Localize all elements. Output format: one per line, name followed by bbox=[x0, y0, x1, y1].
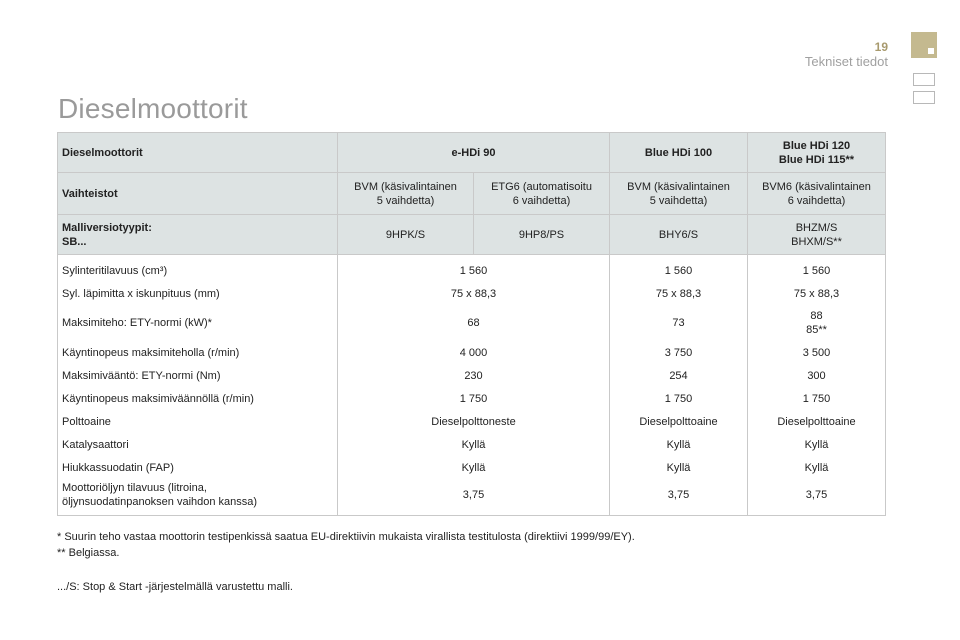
table-cell: 1 750 bbox=[610, 387, 748, 410]
row-label: Maksimivääntö: ETY-normi (Nm) bbox=[58, 364, 338, 387]
table-row bbox=[58, 387, 886, 410]
footnote-2: ** Belgiassa. bbox=[57, 547, 120, 559]
table-cell: 1 560 bbox=[748, 255, 886, 283]
section-tab-active[interactable] bbox=[911, 32, 937, 58]
row-label: Käyntinopeus maksimiteholla (r/min) bbox=[58, 341, 338, 364]
table-row bbox=[58, 282, 886, 305]
section-tab[interactable] bbox=[913, 91, 935, 104]
table-cell: BVM (käsivalintainen 5 vaihdetta) bbox=[610, 173, 748, 215]
header-cell: Blue HDi 100 bbox=[610, 133, 748, 173]
table-cell: BVM (käsivalintainen 5 vaihdetta) bbox=[338, 173, 474, 215]
row-label: Moottoriöljyn tilavuus (litroina, öljynsuodatinpanoksen vaihdon kanssa) bbox=[58, 479, 338, 516]
table-row bbox=[58, 456, 886, 479]
table-cell: 9HP8/PS bbox=[474, 215, 610, 255]
table-cell: 254 bbox=[610, 364, 748, 387]
row-label: Sylinteritilavuus (cm³) bbox=[58, 255, 338, 283]
table-cell: Kyllä bbox=[748, 433, 886, 456]
table-cell: 68 bbox=[338, 305, 610, 341]
table-cell: 3,75 bbox=[338, 479, 610, 516]
spec-table-header bbox=[58, 133, 886, 255]
table-cell: Dieselpolttoaine bbox=[610, 410, 748, 433]
table-cell: 75 x 88,3 bbox=[748, 282, 886, 305]
footnote-3: .../S: Stop & Start -järjestelmällä varustettu malli. bbox=[57, 581, 293, 593]
table-row bbox=[58, 255, 886, 283]
spec-table bbox=[57, 132, 886, 516]
page-number: 19 bbox=[874, 40, 888, 54]
table-cell: 9HPK/S bbox=[338, 215, 474, 255]
table-cell: 88 85** bbox=[748, 305, 886, 341]
table-cell: Kyllä bbox=[610, 433, 748, 456]
table-cell: 73 bbox=[610, 305, 748, 341]
header-cell: Blue HDi 120 Blue HDi 115** bbox=[748, 133, 886, 173]
page-title: Dieselmoottorit bbox=[58, 93, 248, 124]
row-label: Katalysaattori bbox=[58, 433, 338, 456]
header-cell: Dieselmoottorit bbox=[58, 133, 338, 173]
table-row bbox=[58, 433, 886, 456]
table-row bbox=[58, 364, 886, 387]
table-row bbox=[58, 410, 886, 433]
header-cell: e-HDi 90 bbox=[338, 133, 610, 173]
spec-table-body bbox=[58, 255, 886, 516]
row-label: Hiukkassuodatin (FAP) bbox=[58, 456, 338, 479]
table-cell: 1 750 bbox=[748, 387, 886, 410]
table-cell: 3,75 bbox=[748, 479, 886, 516]
table-row bbox=[58, 341, 886, 364]
row-label: Syl. läpimitta x iskunpituus (mm) bbox=[58, 282, 338, 305]
footnote-1: * Suurin teho vastaa moottorin testipenkissä saatua EU-direktiivin mukaista virallista testitulosta (direktiivi 1999/99/EY). bbox=[57, 531, 635, 543]
table-cell: 75 x 88,3 bbox=[610, 282, 748, 305]
table-cell: 3 500 bbox=[748, 341, 886, 364]
table-cell: ETG6 (automatisoitu 6 vaihdetta) bbox=[474, 173, 610, 215]
table-cell: 3 750 bbox=[610, 341, 748, 364]
table-cell: Dieselpolttoaine bbox=[748, 410, 886, 433]
table-cell: 1 560 bbox=[610, 255, 748, 283]
section-title: Tekniset tiedot bbox=[804, 54, 888, 69]
row-label: Käyntinopeus maksimiväännöllä (r/min) bbox=[58, 387, 338, 410]
row-label: Polttoaine bbox=[58, 410, 338, 433]
table-cell: 1 750 bbox=[338, 387, 610, 410]
table-row bbox=[58, 305, 886, 341]
table-cell: Dieselpolttoneste bbox=[338, 410, 610, 433]
table-cell: Kyllä bbox=[610, 456, 748, 479]
table-cell: 230 bbox=[338, 364, 610, 387]
table-cell: 3,75 bbox=[610, 479, 748, 516]
table-cell: 300 bbox=[748, 364, 886, 387]
section-tab[interactable] bbox=[913, 73, 935, 86]
table-cell: Kyllä bbox=[338, 456, 610, 479]
table-cell: BHZM/S BHXM/S** bbox=[748, 215, 886, 255]
table-cell: BVM6 (käsivalintainen 6 vaihdetta) bbox=[748, 173, 886, 215]
table-cell: Kyllä bbox=[338, 433, 610, 456]
header-cell: Vaihteistot bbox=[58, 173, 338, 215]
row-label: Maksimiteho: ETY-normi (kW)* bbox=[58, 305, 338, 341]
table-cell: 1 560 bbox=[338, 255, 610, 283]
table-cell: 75 x 88,3 bbox=[338, 282, 610, 305]
header-cell: Malliversiotyypit: SB... bbox=[58, 215, 338, 255]
table-cell: Kyllä bbox=[748, 456, 886, 479]
table-row bbox=[58, 479, 886, 516]
table-cell: BHY6/S bbox=[610, 215, 748, 255]
table-cell: 4 000 bbox=[338, 341, 610, 364]
square-icon bbox=[928, 48, 934, 54]
